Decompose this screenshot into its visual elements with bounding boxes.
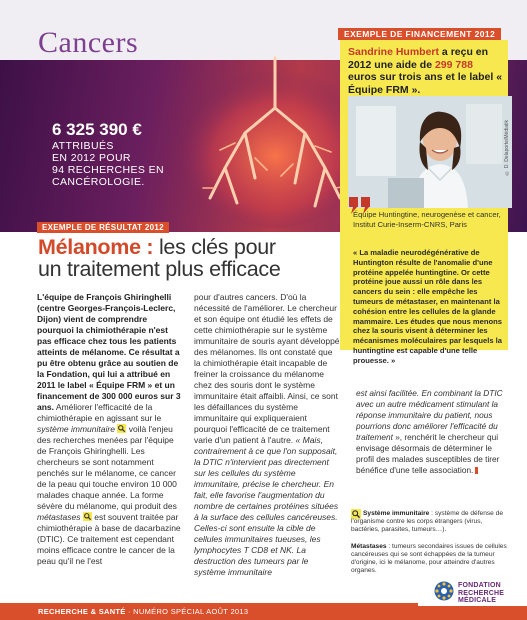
researcher-photo [348, 96, 512, 208]
funding-tag: EXEMPLE DE FINANCEMENT 2012 [338, 28, 501, 40]
footer-brand: RECHERCHE & SANTÉ [38, 607, 126, 616]
headline-keyword: Mélanome : [38, 235, 154, 259]
stat-line: ATTRIBUÉS [52, 140, 114, 152]
funding-amount: 299 788 [434, 58, 473, 71]
glossary-term-link[interactable]: métastases [37, 512, 81, 522]
glossary-entry [351, 510, 507, 534]
headline-text: un traitement plus efficace [38, 257, 281, 281]
researcher-portrait-graphic [348, 96, 512, 208]
magnifier-icon [117, 424, 126, 433]
glossary-definition: : système de défense de l'organisme contre les corps étrangers (virus, bactéries, parasites, tumeurs…). [351, 510, 504, 533]
stat-amount: 6 325 390 € [52, 120, 142, 139]
article-column-1 [37, 292, 183, 567]
article-column-3 [356, 388, 506, 476]
glossary-term: Métastases [351, 543, 387, 550]
body-text: est souvent traitée par chimiothérapie à base de dacarbazine (DTIC). Ce traitement est cependant moins efficace contre le cancer de la peau qu'il ne l'est [37, 512, 181, 566]
quote-text: « Mais, contrairement à ce que l'on supposait, la DTIC n'intervient pas directement sur les cellules du système immunitaire, précise le chercheur. En fait, elle favorise l'augmentation du nombre de certaines protéines situées à la surface des cellules cancéreuses. Celles-ci sont ensuite la cible de cellules immunitaires tueuses, les lymphocytes T CD8 et NK. La destruction des tumeurs par le système immunitaire [194, 435, 339, 577]
end-mark [475, 467, 478, 474]
foundation-logo-icon [434, 581, 454, 601]
glossary-term-link[interactable]: système immunitaire [37, 424, 115, 434]
photo-credit: © D. Delaporte/Médiatik [504, 120, 510, 176]
logo-line: FONDATION [458, 582, 501, 589]
photo-caption: Équipe Huntingtine, neurogenèse et cancer, Institut Curie-Inserm-CNRS, Paris [353, 210, 501, 229]
body-text: », renchérit le chercheur qui envisage désormais de déterminer le profil des malades susceptibles de tirer bénéfice d'une telle association. [356, 432, 500, 475]
funding-lead [348, 46, 504, 96]
lead-text: a reçu en 2012 une aide de [348, 46, 489, 71]
glossary-definition: : tumeurs secondaires issues de cellules cancéreuses qui se sont échappées de la tumeur d'origine, ici le mélanome, pour atteindre d'autres organes. [351, 543, 507, 574]
glossary-term: Système immunitaire [363, 510, 430, 517]
logo-line: MÉDICALE [458, 597, 497, 605]
logo-text [458, 582, 504, 605]
funding-quote: « La maladie neurodégénérative de Huntington résulte de l'anomalie d'une protéine appelée huntingtine. Or cette protéine joue aussi un rôle dans les cancers du sein : elle empêche les tumeurs de métastaser, en maintenant la cohésion entre les cellules de la glande mammaire. Les études que nous menons chez la souris visent à déterminer les mécanismes moléculaires par lesquels la huntingtine est capable d'une telle prouesse. » [353, 248, 503, 365]
article-headline [38, 236, 348, 280]
body-text: pour d'autres cancers. D'où la nécessité de l'améliorer. Le chercheur et son équipe ont étudié les effets de cette chimiothérapie sur le système immunitaire de souris ayant développé des mélanomes. Ils ont constaté que la chimiothérapie était incapable de freiner la croissance du mélanome chez des souris dont le système immunitaire était affaibli. Ainsi, ce sont les défaillances du système immunitaire qui expliqueraient pourquoi l'efficacité de ce traitement varie d'un patient à l'autre. [194, 292, 340, 445]
lead-text: euros sur trois ans et le label « Équipe FRM ». [348, 71, 503, 96]
stat-line: EN 2012 POUR [52, 152, 131, 164]
quote-text: est ainsi facilitée. En combinant la DTIC avec un autre médicament stimulant la réponse immunitaire du patient, nous pourrions donc améliorer l'efficacité du traitement [356, 388, 503, 442]
frm-logo[interactable] [418, 578, 527, 606]
footer-text [38, 607, 248, 616]
body-text: voilà l'enjeu des recherches menées par l'équipe de François Ghiringhelli. Les chercheurs se sont notamment penchés sur le mélanome, ce cancer de la peau qui touche environ 10 000 malades chaque année. La forme sévère du mélanome, qui produit des [37, 424, 177, 511]
body-text: Améliorer l'efficacité de la chimiothérapie en agissant sur le [37, 402, 162, 423]
researcher-name: Sandrine Humbert [348, 46, 440, 58]
section-title: Cancers [38, 26, 139, 59]
magnifier-icon [83, 512, 92, 521]
stat-line: CANCÉROLOGIE. [52, 176, 145, 188]
stat-description [52, 140, 202, 188]
article-column-2 [194, 292, 341, 578]
glossary-entry [351, 543, 507, 575]
stat-line: 94 RECHERCHES EN [52, 164, 165, 176]
headline-text: les clés pour [153, 235, 276, 259]
article-lead: L'équipe de François Ghiringhelli (centre Georges-François-Leclerc, Dijon) vient de comprendre pourquoi la chimiothérapie n'est pas efficace chez tous les patients atteints de mélanome. Ce résultat a pu être obtenu grâce au soutien de la Fondation, qui lui a attribué en 2011 le label « Équipe FRM » et un financement de 300 000 euros sur 3 ans. [37, 292, 181, 412]
result-tag: EXEMPLE DE RÉSULTAT 2012 [37, 222, 169, 233]
footer-issue: · NUMÉRO SPÉCIAL AOÛT 2013 [125, 607, 249, 616]
logo-line: RECHERCHE [458, 589, 505, 597]
